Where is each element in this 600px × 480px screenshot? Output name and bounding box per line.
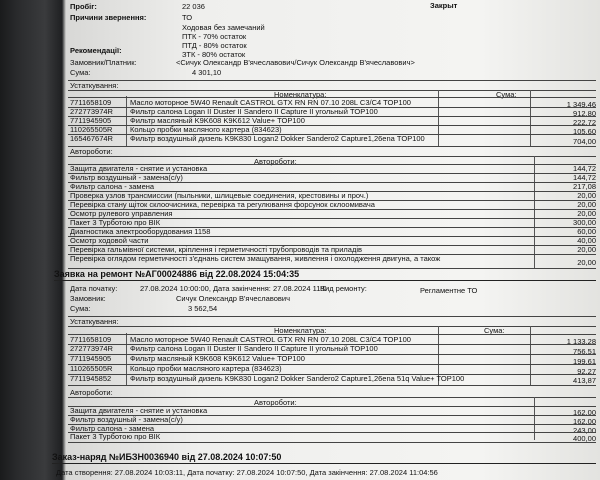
- table-row-sum: 162,00: [573, 417, 596, 426]
- note-4: ЗТК - 80% остаток: [182, 50, 246, 59]
- table-row-code: 272773974R: [70, 107, 113, 116]
- table-row-sum: 199,61: [573, 357, 596, 366]
- sum-value: 4 301,10: [192, 68, 222, 77]
- request-customer-label: Замовник:: [70, 294, 106, 303]
- table-row-name: Пакет 3 Турботою про ВІК: [70, 432, 161, 441]
- parts2-header-name: Номенклатура:: [274, 326, 327, 335]
- table-row-sum: 20,00: [577, 200, 596, 209]
- works1-header: Автороботи:: [254, 157, 297, 166]
- table-row-sum: 1 349,46: [566, 100, 596, 109]
- sum-label: Сума:: [70, 68, 91, 77]
- table-row-name: Осмотр ходовой части: [70, 236, 149, 245]
- request-sum-label: Сума:: [70, 304, 91, 313]
- table-row-sum: 704,00: [573, 137, 596, 146]
- works2-title: Автороботи:: [70, 388, 113, 397]
- request-start-value: 27.08.2024 10:00:00, Дата закінчення: 27.08.2024 11:0: [140, 284, 327, 293]
- table-row-name: Фильтр воздушный - замена(с/у): [70, 415, 183, 424]
- table-row-code: 7711945905: [70, 354, 112, 363]
- note-1: Ходовая без замечаний: [182, 23, 265, 32]
- table-row-code: 110265505R: [70, 125, 113, 134]
- table-row-sum: 20,00: [577, 191, 596, 200]
- table-row-sum: 92,27: [577, 367, 596, 376]
- table-row-sum: 144,72: [573, 164, 596, 173]
- table-row-code: 7711658109: [70, 335, 112, 344]
- table-row-sum: 40,00: [577, 236, 596, 245]
- table-row-name: Фильтр масляный K9K608 K9K612 Value+ TOP100: [130, 354, 305, 363]
- request-kind-value: Регламентне ТО: [420, 286, 478, 295]
- note-3: ПТД - 80% остаток: [182, 41, 247, 50]
- status-closed: Закрыт: [430, 1, 458, 10]
- table-row-sum: 1 133,28: [566, 337, 596, 346]
- table-row-sum: 162,00: [573, 408, 596, 417]
- table-row-code: 272773974R: [70, 344, 113, 353]
- table-row-sum: 60,00: [577, 227, 596, 236]
- order-title: Заказ-наряд №ИБЗН0036940 від 27.08.2024 10:07:50: [52, 452, 282, 462]
- request-start-label: Дата початку:: [70, 284, 118, 293]
- request-sum-value: 3 562,54: [188, 304, 218, 313]
- table-row-name: Фильтр масляный K9K608 K9K612 Value+ TOP100: [130, 116, 305, 125]
- table-row-code: 110265505R: [70, 364, 113, 373]
- reason-value: ТО: [182, 13, 193, 22]
- table-row-sum: 20,00: [577, 258, 596, 267]
- table-row-name: Фильтр салона Logan II Duster II Sandero II Capture II угольный TOP100: [130, 107, 378, 116]
- table-row-name: Перевірка оглядом герметичності з'єднань систем змащування, живлення і охолодження двигуна, а також: [70, 254, 441, 263]
- table-row-name: Фильтр салона - замена: [70, 424, 155, 433]
- table-row-code: 7711945905: [70, 116, 112, 125]
- table-row-sum: 20,00: [577, 209, 596, 218]
- table-row-name: Фильтр воздушный дизель K9K830 Logan2 Dokker Sandero2 Capture1,26enа 51q Value+ TOP100: [130, 374, 465, 383]
- customer-value: <Сичук Олександр В'ячеславович/Сичук Олександр В'ячеславович>: [176, 58, 415, 67]
- table-row-name: Перевірка стану щіток склоочисника, перевірка та регулювання форсунок склоомивача: [70, 200, 375, 209]
- parts1-title: Устаткування:: [70, 81, 119, 90]
- table-row-code: 165467674R: [70, 134, 113, 143]
- table-row-name: Осмотр рулевого управления: [70, 209, 173, 218]
- mileage-value: 22 036: [182, 2, 205, 11]
- table-row-name: Фильтр салона Logan II Duster II Sandero II Capture II угольный TOP100: [130, 344, 378, 353]
- note-2: ПТК - 70% остаток: [182, 32, 247, 41]
- table-row-sum: 413,87: [573, 376, 596, 385]
- request-title: Заявка на ремонт №АГ00024886 від 22.08.2024 15:04:35: [54, 269, 300, 279]
- reason-label: Причини звернення:: [70, 13, 147, 22]
- order-created: Дата створення: 27.08.2024 10:03:11, Дата початку: 27.08.2024 10:07:50, Дата закінчення: 27.08.2024 11:04:56: [56, 468, 438, 477]
- table-row-code: 7711945852: [70, 374, 112, 383]
- table-row-sum: 20,00: [577, 245, 596, 254]
- table-row-name: Кольцо пробки масляного картера (834623): [130, 125, 282, 134]
- table-row-name: Проверка узлов трансмиссии (пыльники, шлицевые соединения, крестовины и проч.): [70, 191, 369, 200]
- request-customer-value: Сичук Олександр В'ячеславович: [176, 294, 291, 303]
- parts2-title: Устаткування:: [70, 317, 119, 326]
- table-row-name: Масло моторное 5W40 Renault CASTROL GTX RN RN 07.10 208L C3/C4 TOP100: [130, 98, 411, 107]
- table-row-sum: 222,72: [573, 118, 596, 127]
- table-row-name: Перевірка гальмівної системи, кріплення і герметичності трубопроводів та приладів: [70, 245, 362, 254]
- table-row-sum: 756,51: [573, 347, 596, 356]
- table-row-sum: 300,00: [573, 218, 596, 227]
- table-row-name: Масло моторное 5W40 Renault CASTROL GTX RN RN 07.10 208L C3/C4 TOP100: [130, 335, 411, 344]
- document-sheet: [52, 0, 600, 480]
- customer-label: Замовник/Платник:: [70, 58, 137, 67]
- works1-title: Автороботи:: [70, 147, 113, 156]
- table-row-name: Фильтр салона - замена: [70, 182, 155, 191]
- table-row-code: 7711658109: [70, 98, 112, 107]
- parts1-header-name: Номенклатура:: [274, 90, 327, 99]
- table-row-sum: 400,00: [573, 434, 596, 443]
- table-row-name: Кольцо пробки масляного картера (834623): [130, 364, 282, 373]
- table-row-name: Фильтр воздушный дизель K9K830 Logan2 Dokker Sandero2 Capture1,26enа TOP100: [130, 134, 425, 143]
- table-row-sum: 912,80: [573, 109, 596, 118]
- table-row-sum: 243,00: [573, 426, 596, 435]
- parts1-header-sum: Сума:: [496, 90, 517, 99]
- request-kind-label: Вид ремонту:: [320, 284, 367, 293]
- mileage-label: Пробіг:: [70, 2, 97, 11]
- table-row-name: Пакет 3 Турботою про ВІК: [70, 218, 161, 227]
- table-row-sum: 144,72: [573, 173, 596, 182]
- works2-header: Автороботи:: [254, 398, 297, 407]
- table-row-sum: 105,60: [573, 127, 596, 136]
- table-row-name: Диагностика электрооборудования 1158: [70, 227, 211, 236]
- parts2-header-sum: Сума:: [484, 326, 505, 335]
- table-row-name: Защита двигателя - снятие и установка: [70, 406, 208, 415]
- recommend-label: Рекомендації:: [70, 46, 122, 55]
- table-row-name: Фильтр воздушный - замена(с/у): [70, 173, 183, 182]
- table-row-sum: 217,08: [573, 182, 596, 191]
- table-row-name: Защита двигателя - снятие и установка: [70, 164, 208, 173]
